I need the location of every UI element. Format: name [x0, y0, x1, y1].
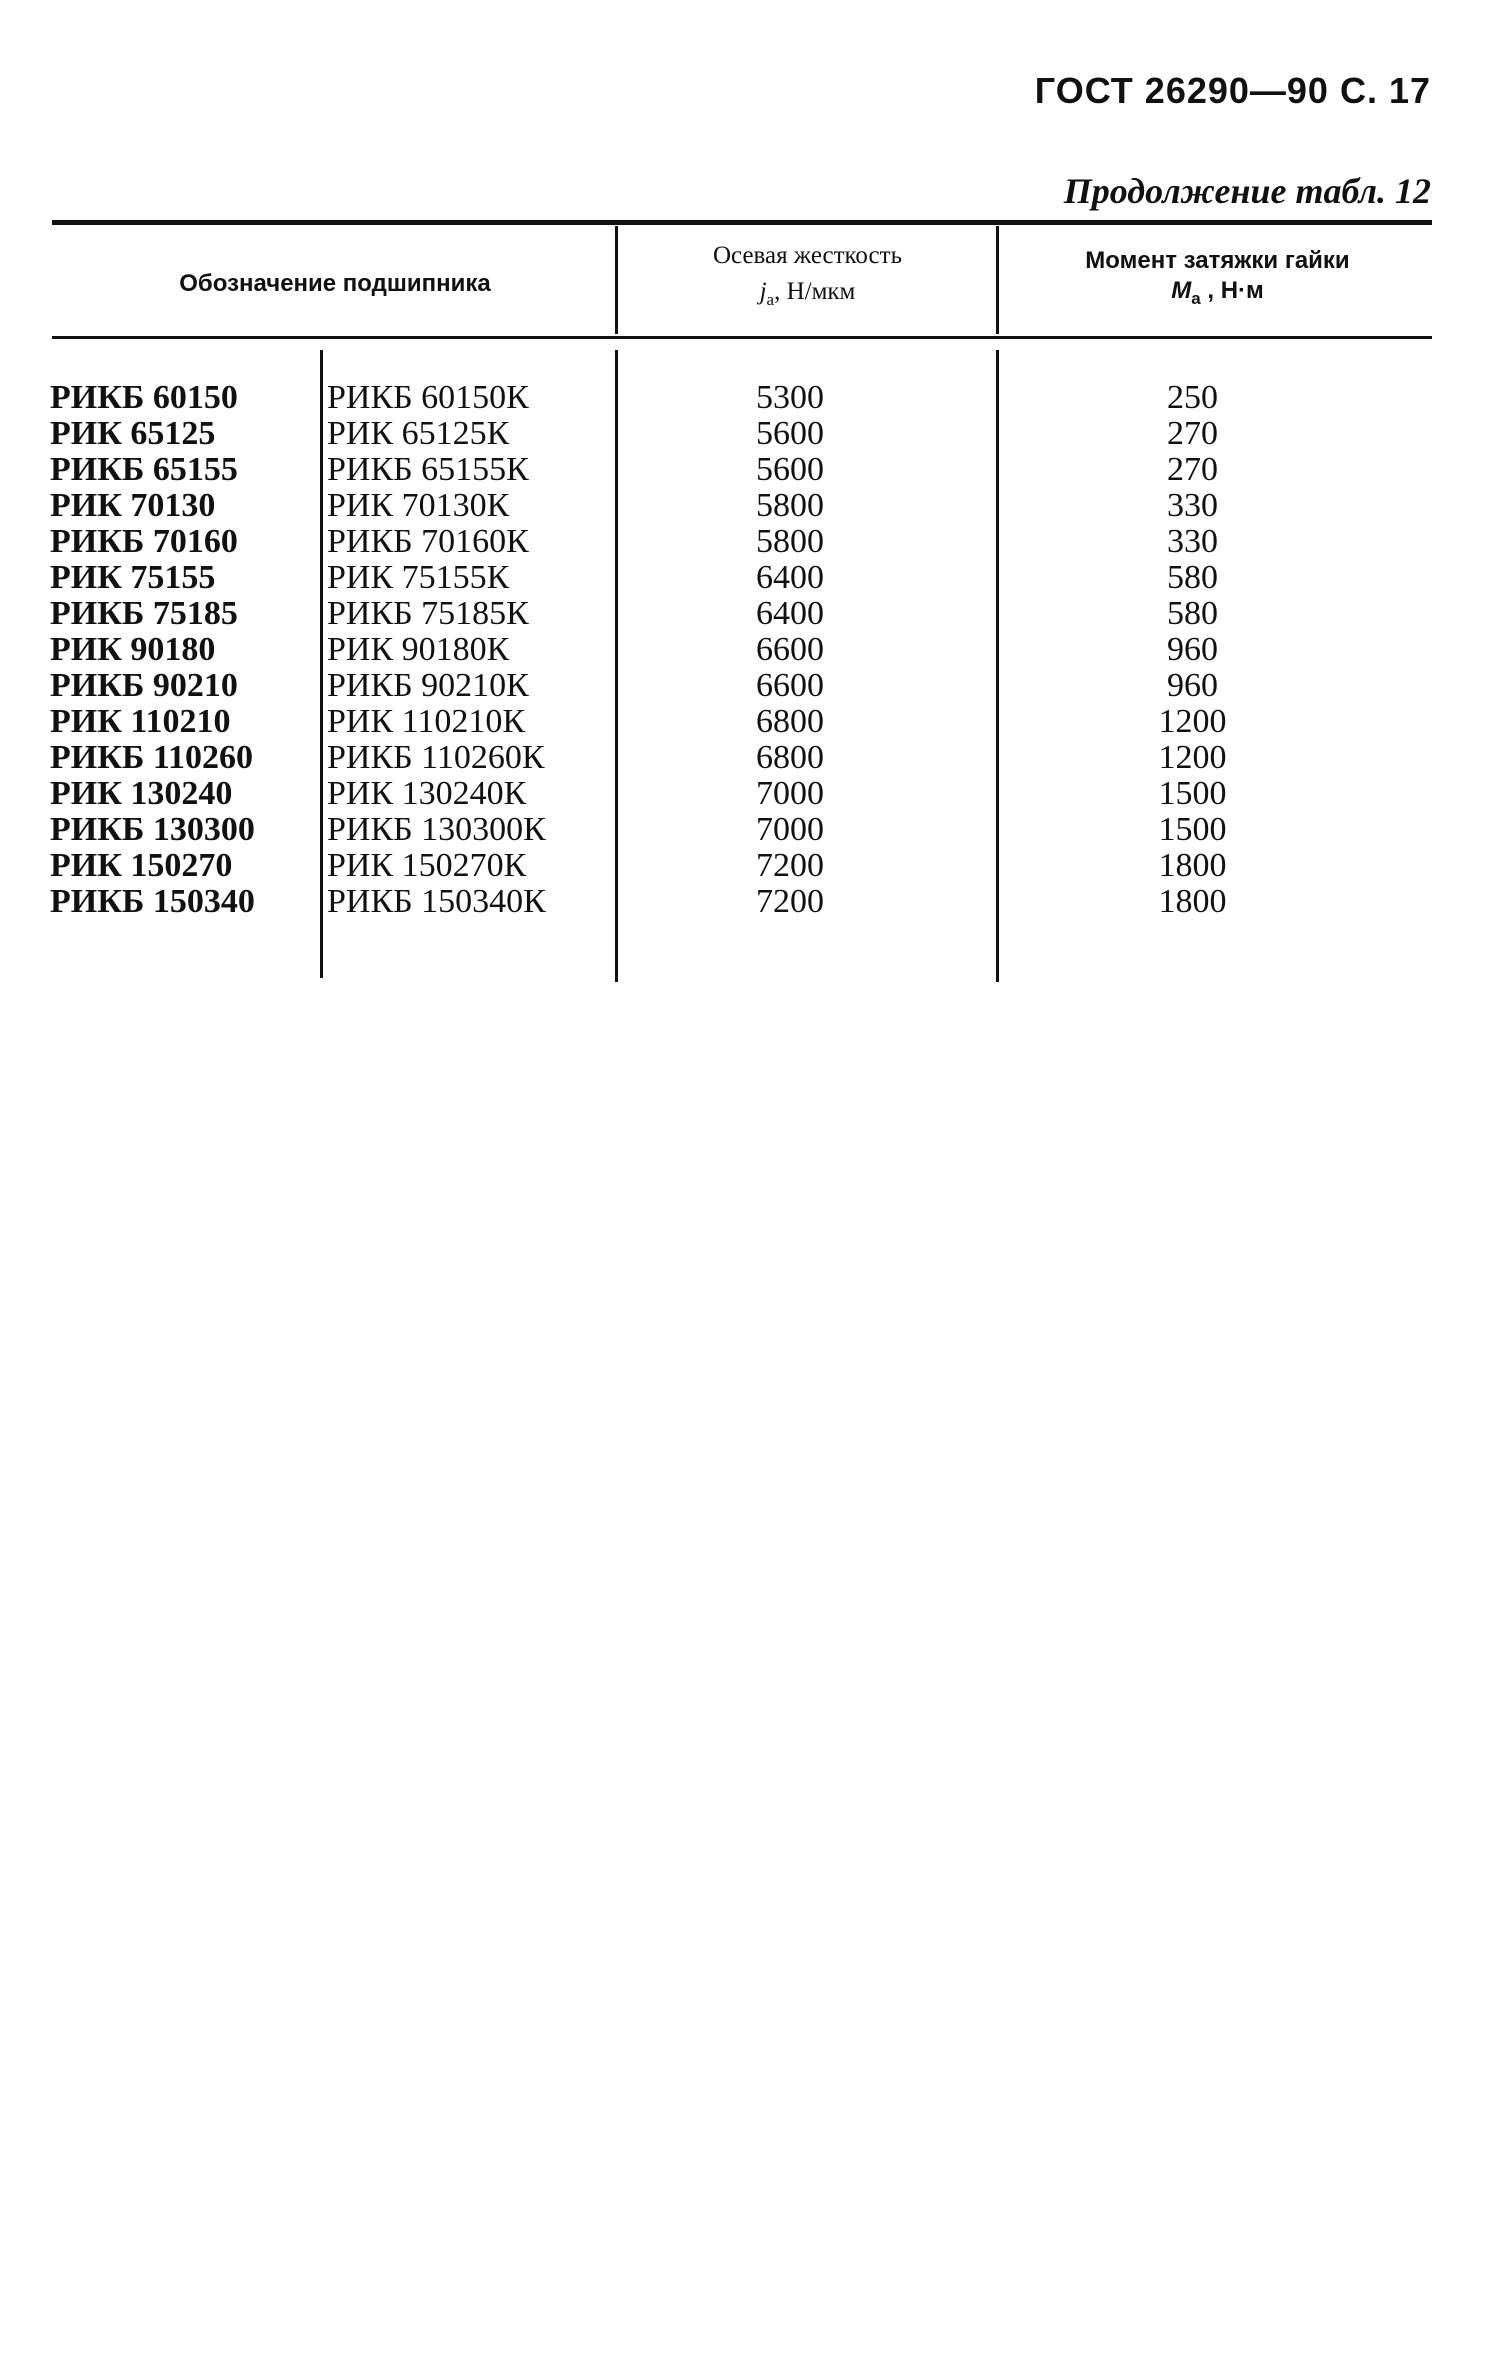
table-row	[0, 884, 1503, 920]
table-row	[0, 668, 1503, 704]
torque-cell: 270	[1167, 415, 1218, 452]
torque-cell: 1200	[1158, 739, 1227, 776]
designation-cell: РИКБ 70160	[50, 523, 238, 560]
table-row	[0, 380, 1503, 416]
torque-cell: 330	[1167, 487, 1218, 524]
torque-cell: 1500	[1158, 775, 1227, 812]
torque-symbol: M	[1171, 277, 1192, 304]
designation-k-cell: РИКБ 130300К	[327, 811, 546, 848]
stiffness-subscript: a	[766, 290, 775, 309]
column-header-torque	[1005, 246, 1430, 314]
stiffness-cell: 5300	[756, 379, 824, 416]
stiffness-cell: 6600	[756, 631, 824, 668]
designation-k-cell: РИК 70130К	[327, 487, 510, 524]
designation-k-cell: РИК 110210К	[327, 703, 526, 740]
designation-cell: РИК 130240	[50, 775, 233, 812]
stiffness-cell: 5800	[756, 487, 824, 524]
torque-cell: 580	[1167, 595, 1218, 632]
torque-cell: 960	[1167, 631, 1218, 668]
designation-k-cell: РИК 130240К	[327, 775, 527, 812]
designation-cell: РИК 90180	[50, 631, 216, 668]
stiffness-cell: 7000	[756, 775, 824, 812]
stiffness-label: Осевая жесткость	[713, 242, 902, 269]
table-row	[0, 524, 1503, 560]
torque-subscript: a	[1191, 289, 1201, 308]
stiffness-cell: 7200	[756, 847, 824, 884]
torque-cell: 1500	[1158, 811, 1227, 848]
column-header-designation: Обозначение подшипника	[179, 270, 491, 297]
torque-cell: 960	[1167, 667, 1218, 704]
torque-cell: 270	[1167, 451, 1218, 488]
stiffness-cell: 6400	[756, 559, 824, 596]
header-divider	[996, 226, 999, 334]
designation-cell: РИК 110210	[50, 703, 231, 740]
designation-k-cell: РИКБ 75185К	[327, 595, 529, 632]
stiffness-cell: 5800	[756, 523, 824, 560]
table-row	[0, 452, 1503, 488]
designation-cell: РИКБ 65155	[50, 451, 238, 488]
stiffness-cell: 5600	[756, 451, 824, 488]
torque-cell: 330	[1167, 523, 1218, 560]
designation-cell: РИК 150270	[50, 847, 233, 884]
designation-k-cell: РИКБ 60150К	[327, 379, 529, 416]
document-reference: ГОСТ 26290—90 С. 17	[1034, 70, 1431, 111]
torque-cell: 1200	[1158, 703, 1227, 740]
designation-k-cell: РИКБ 90210К	[327, 667, 529, 704]
designation-k-cell: РИК 90180К	[327, 631, 510, 668]
designation-k-cell: РИК 75155К	[327, 559, 510, 596]
table-row	[0, 740, 1503, 776]
designation-k-cell: РИКБ 70160К	[327, 523, 529, 560]
stiffness-unit-line	[625, 274, 990, 318]
table-row	[0, 848, 1503, 884]
table-top-rule	[52, 220, 1432, 225]
table-row	[0, 632, 1503, 668]
designation-k-cell: РИК 150270К	[327, 847, 527, 884]
designation-k-cell: РИКБ 150340К	[327, 883, 546, 920]
stiffness-cell: 6400	[756, 595, 824, 632]
designation-cell: РИКБ 75185	[50, 595, 238, 632]
torque-cell: 250	[1167, 379, 1218, 416]
designation-cell: РИКБ 110260	[50, 739, 253, 776]
header-divider	[615, 226, 618, 334]
designation-cell: РИК 70130	[50, 487, 216, 524]
table-row	[0, 704, 1503, 740]
stiffness-unit: , Н/мкм	[774, 278, 856, 305]
stiffness-cell: 7000	[756, 811, 824, 848]
torque-unit: , Н·м	[1200, 277, 1264, 304]
stiffness-cell: 6600	[756, 667, 824, 704]
designation-cell: РИКБ 150340	[50, 883, 255, 920]
torque-cell: 1800	[1158, 847, 1227, 884]
designation-cell: РИКБ 60150	[50, 379, 238, 416]
stiffness-cell: 7200	[756, 883, 824, 920]
designation-k-cell: РИКБ 65155К	[327, 451, 529, 488]
torque-cell: 580	[1167, 559, 1218, 596]
designation-cell: РИК 75155	[50, 559, 216, 596]
table-row	[0, 488, 1503, 524]
table-row	[0, 560, 1503, 596]
designation-cell: РИКБ 90210	[50, 667, 238, 704]
torque-label: Момент затяжки гайки	[1085, 247, 1350, 274]
stiffness-cell: 6800	[756, 739, 824, 776]
designation-k-cell: РИКБ 110260К	[327, 739, 545, 776]
torque-cell: 1800	[1158, 883, 1227, 920]
table-body	[0, 380, 1503, 920]
stiffness-cell: 6800	[756, 703, 824, 740]
table-row	[0, 776, 1503, 812]
table-header-rule	[52, 336, 1432, 339]
table-continuation-label: Продолжение табл. 12	[1063, 171, 1431, 211]
table-row	[0, 416, 1503, 452]
designation-cell: РИКБ 130300	[50, 811, 255, 848]
table-row	[0, 812, 1503, 848]
designation-k-cell: РИК 65125К	[327, 415, 510, 452]
stiffness-symbol: j	[759, 278, 767, 305]
column-header-stiffness	[625, 238, 990, 318]
torque-unit-line	[1005, 276, 1430, 314]
stiffness-cell: 5600	[756, 415, 824, 452]
designation-cell: РИК 65125	[50, 415, 216, 452]
table-row	[0, 596, 1503, 632]
